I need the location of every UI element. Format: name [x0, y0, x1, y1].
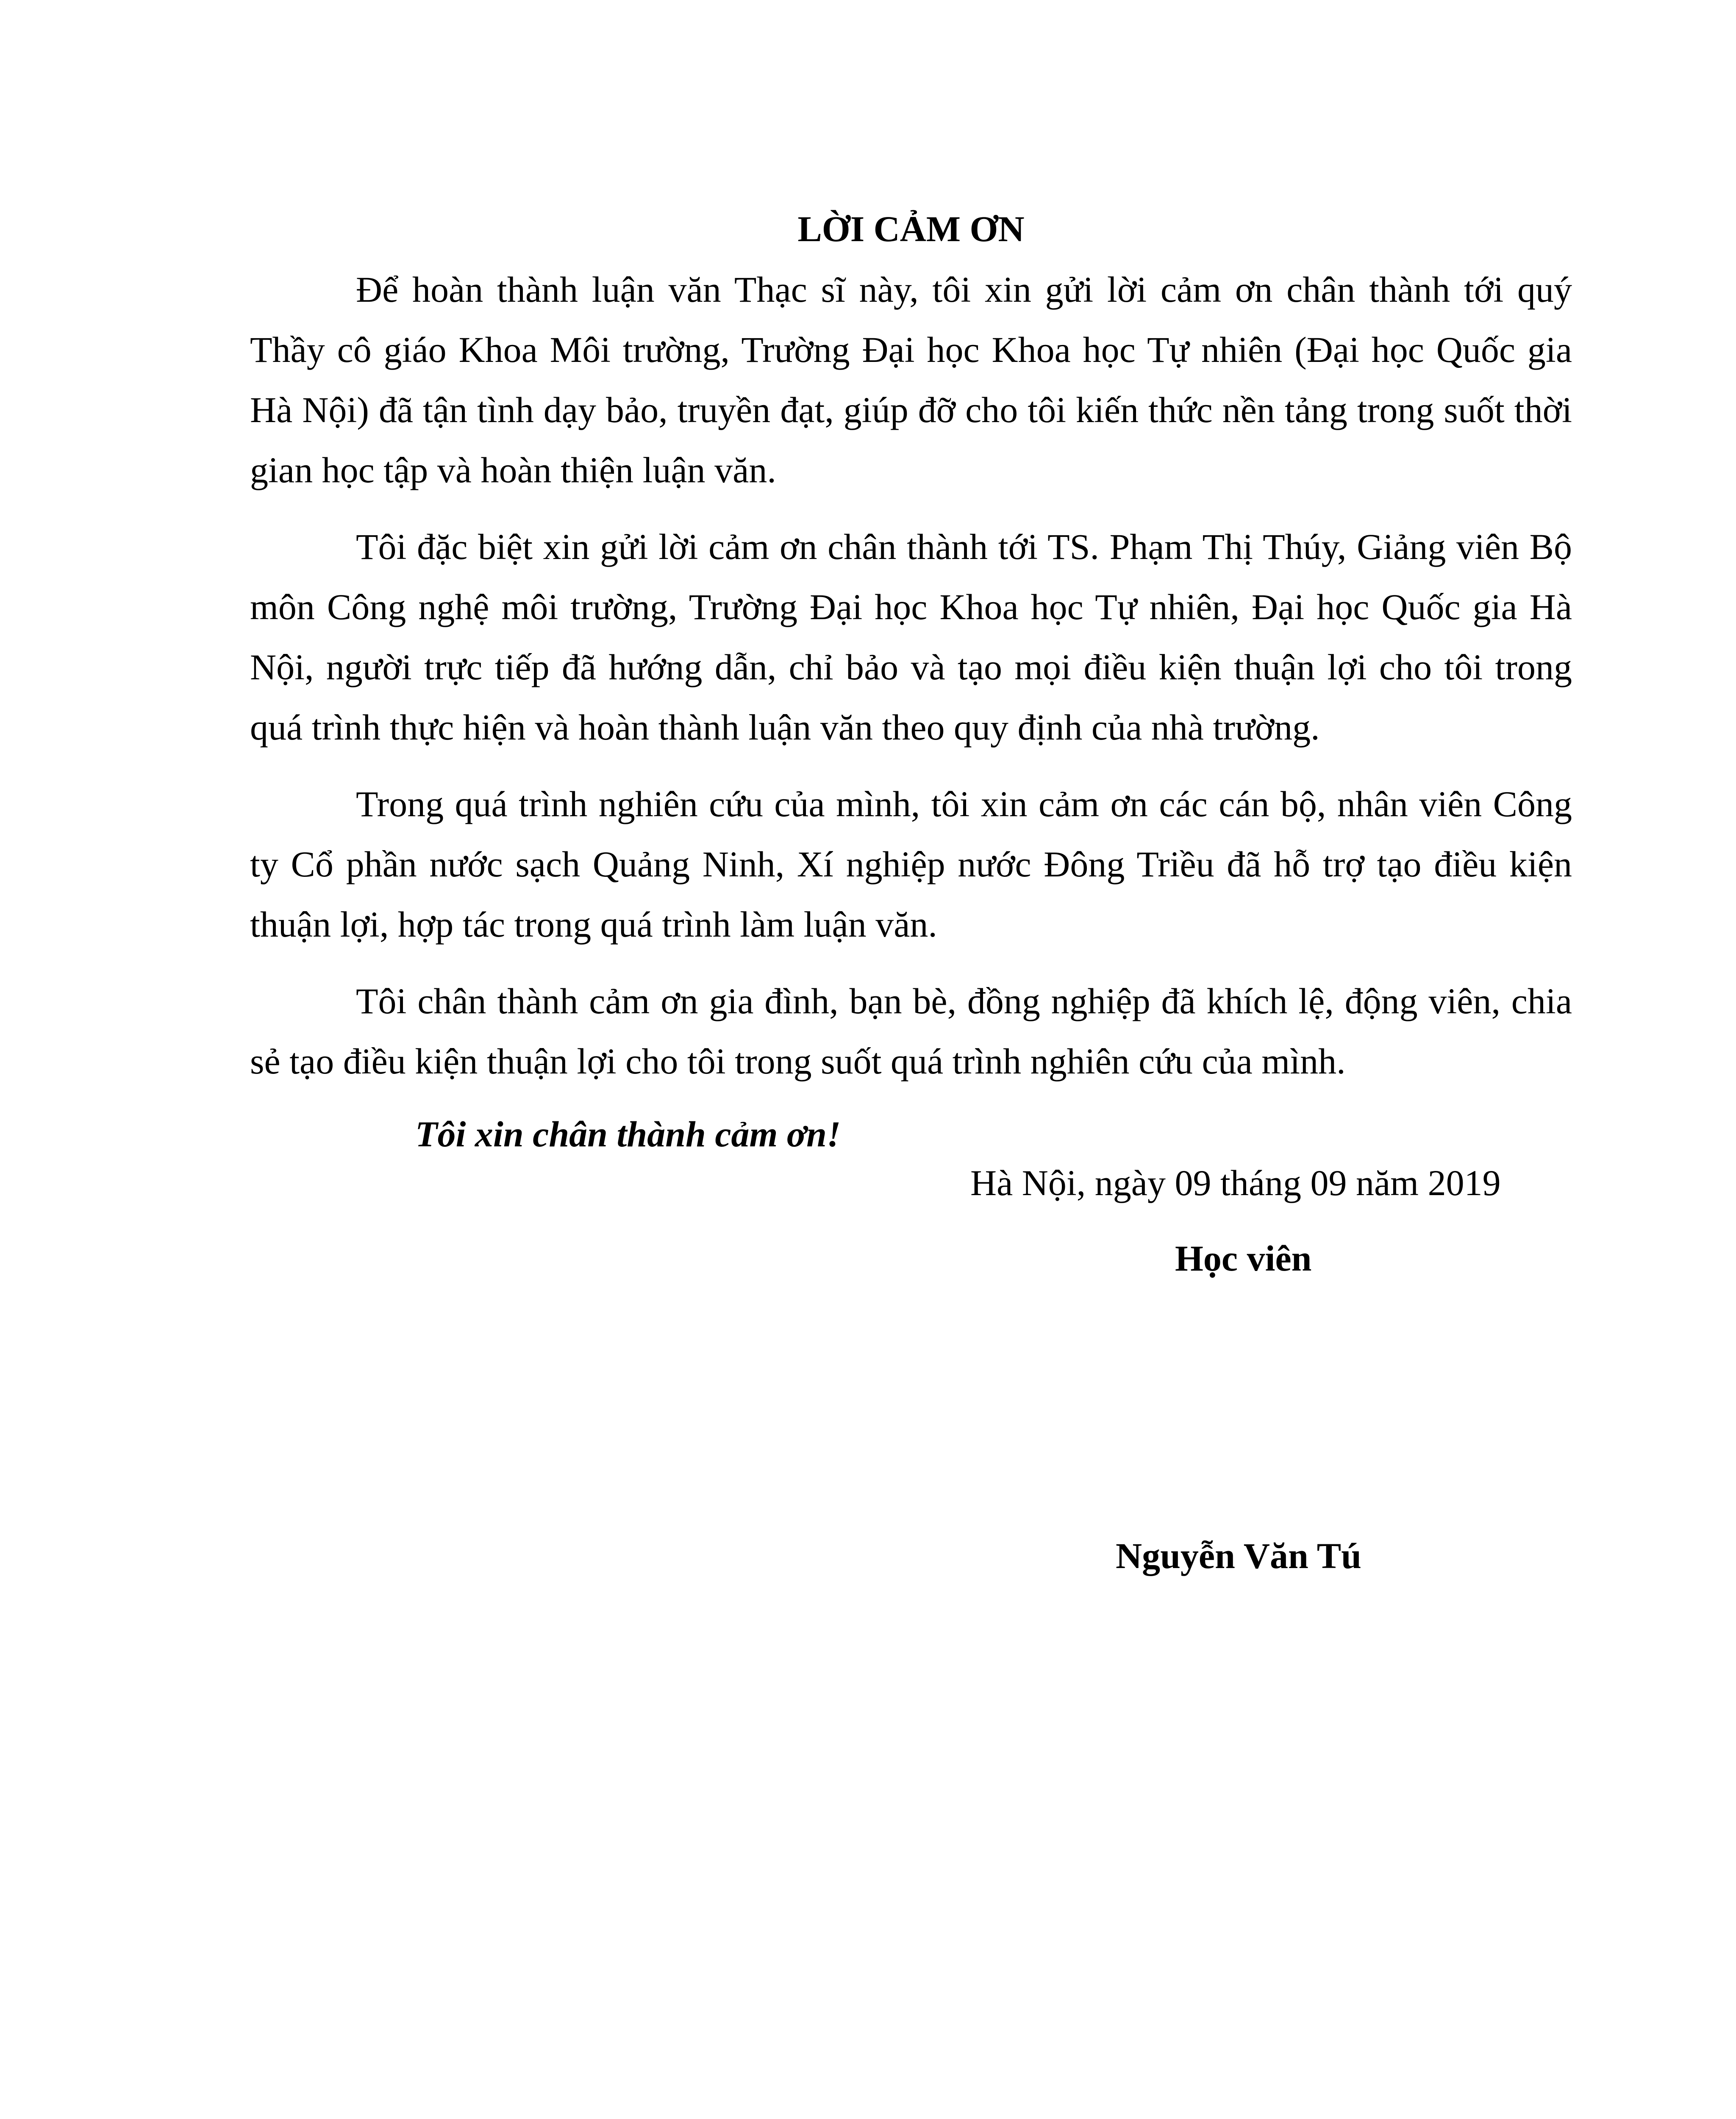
- signer-name: Nguyễn Văn Tú: [1116, 1535, 1361, 1576]
- page-title: LỜI CẢM ƠN: [797, 209, 1025, 249]
- date-line: Hà Nội, ngày 09 tháng 09 năm 2019: [970, 1162, 1501, 1203]
- paragraph-3: Trong quá trình nghiên cứu của mình, tôi xin cảm ơn các cán bộ, nhân viên Công ty Cổ phần nước sạch Quảng Ninh, Xí nghiệp nước Đông Triều đã hỗ trợ tạo điều kiện thuận lợi, hợp tác trong quá trình làm luận văn.: [250, 784, 1572, 945]
- document-body: [250, 199, 1572, 1164]
- paragraph-2: Tôi đặc biệt xin gửi lời cảm ơn chân thành tới TS. Phạm Thị Thúy, Giảng viên Bộ môn Công nghệ môi trường, Trường Đại học Khoa học Tự nhiên, Đại học Quốc gia Hà Nội, người trực tiếp đã hướng dẫn, chỉ bảo và tạo mọi điều kiện thuận lợi cho tôi trong quá trình thực hiện và hoàn thành luận văn theo quy định của nhà trường.: [250, 526, 1572, 748]
- signer-role: Học viên: [1175, 1238, 1312, 1279]
- paragraph-4: Tôi chân thành cảm ơn gia đình, bạn bè, đồng nghiệp đã khích lệ, động viên, chia sẻ tạo điều kiện thuận lợi cho tôi trong suốt quá trình nghiên cứu của mình.: [250, 981, 1572, 1082]
- closing-line: Tôi xin chân thành cảm ơn!: [415, 1114, 841, 1154]
- paragraph-1: Để hoàn thành luận văn Thạc sĩ này, tôi xin gửi lời cảm ơn chân thành tới quý Thầy cô giáo Khoa Môi trường, Trường Đại học Khoa học Tự nhiên (Đại học Quốc gia Hà Nội) đã tận tình dạy bảo, truyền đạt, giúp đỡ cho tôi kiến thức nền tảng trong suốt thời gian học tập và hoàn thiện luận văn.: [250, 269, 1572, 490]
